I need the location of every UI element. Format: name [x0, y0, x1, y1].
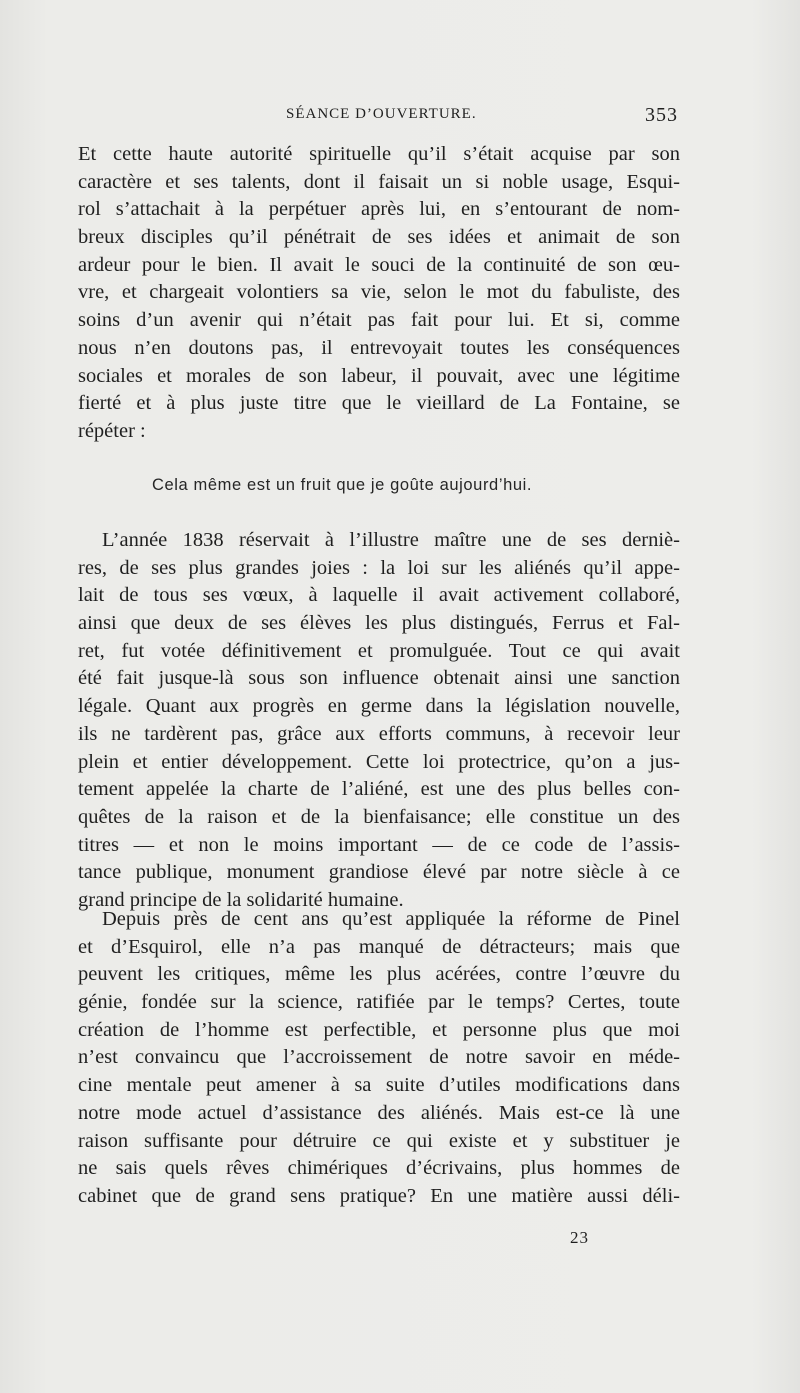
page-header — [78, 106, 678, 130]
paragraph-3 — [78, 906, 680, 1211]
text-line: lait de tous ses vœux, à laquelle il avait activement collaboré, — [78, 584, 680, 607]
text-line: création de l’homme est perfectible, et personne plus que moi — [78, 1018, 680, 1041]
text-line: ils ne tardèrent pas, grâce aux efforts communs, à recevoir leur — [78, 722, 680, 745]
text-line: vre, et chargeait volontiers sa vie, selon le mot du fabuliste, des — [78, 281, 680, 304]
text-line: rol s’attachait à la perpétuer après lui, en s’entourant de nom- — [78, 198, 680, 221]
text-line: ainsi que deux de ses élèves les plus distingués, Ferrus et Fal- — [78, 612, 680, 635]
text-line: raison suffisante pour détruire ce qui existe et y substituer je — [78, 1129, 680, 1152]
text-line: fierté et à plus juste titre que le vieillard de La Fontaine, se — [78, 392, 680, 415]
text-line: et d’Esquirol, elle n’a pas manqué de détracteurs; mais que — [78, 935, 680, 958]
text-line: nous n’en doutons pas, il entrevoyait toutes les conséquences — [78, 336, 680, 359]
text-line: quêtes de la raison et de la bienfaisance; elle constitue un des — [78, 805, 680, 828]
text-line: res, de ses plus grandes joies : la loi sur les aliénés qu’il appe- — [78, 556, 680, 579]
text-line: notre mode actuel d’assistance des aliénés. Mais est-ce là une — [78, 1101, 680, 1124]
text-line: breux disciples qu’il pénétrait de ses idées et animait de son — [78, 226, 680, 249]
text-line: cine mentale peut amener à sa suite d’utiles modifications dans — [78, 1074, 680, 1097]
text-line: peuvent les critiques, même les plus acérées, contre l’œuvre du — [78, 963, 680, 986]
text-line: L’année 1838 réservait à l’illustre maître une de ses derniè- — [102, 529, 680, 551]
verse-quotation: Cela même est un fruit que je goûte aujourd’hui. — [152, 476, 533, 494]
text-line: grand principe de la solidarité humaine. — [78, 888, 404, 911]
text-line: n’est convaincu que l’accroissement de notre savoir en méde- — [78, 1046, 680, 1069]
text-line: cabinet que de grand sens pratique? En une matière aussi déli- — [78, 1184, 680, 1207]
page-number: 353 — [645, 104, 678, 126]
paragraph-2 — [78, 527, 680, 915]
text-line: génie, fondée sur la science, ratifiée par le temps? Certes, toute — [78, 991, 680, 1014]
text-line: ardeur pour le bien. Il avait le souci de la continuité de son œu- — [78, 253, 680, 276]
text-line: été fait jusque-là sous son influence obtenait ainsi une sanction — [78, 667, 680, 690]
paragraph-1 — [78, 141, 680, 446]
text-line: sociales et morales de son labeur, il pouvait, avec une légitime — [78, 364, 680, 387]
text-line: titres — et non le moins important — de ce code de l’assis- — [78, 833, 680, 856]
text-line: plein et entier développement. Cette loi protectrice, qu’on a jus- — [78, 750, 680, 773]
text-line: Et cette haute autorité spirituelle qu’il s’était acquise par son — [78, 143, 680, 165]
text-line: légale. Quant aux progrès en germe dans la législation nouvelle, — [78, 695, 680, 718]
printer-signature-mark: 23 — [570, 1228, 589, 1247]
text-line: ret, fut votée définitivement et promulguée. Tout ce qui avait — [78, 639, 680, 662]
text-line: ne sais quels rêves chimériques d’écrivains, plus hommes de — [78, 1157, 680, 1180]
text-line: soins d’un avenir qui n’était pas fait pour lui. Et si, comme — [78, 309, 680, 332]
running-head: SÉANCE D’OUVERTURE. — [286, 106, 477, 122]
text-line: répéter : — [78, 419, 146, 442]
text-line: tance publique, monument grandiose élevé par notre siècle à ce — [78, 861, 680, 884]
text-line: caractère et ses talents, dont il faisait un si noble usage, Esqui- — [78, 170, 680, 193]
text-line: Depuis près de cent ans qu’est appliquée la réforme de Pinel — [102, 908, 680, 930]
text-line: tement appelée la charte de l’aliéné, est une des plus belles con- — [78, 778, 680, 801]
